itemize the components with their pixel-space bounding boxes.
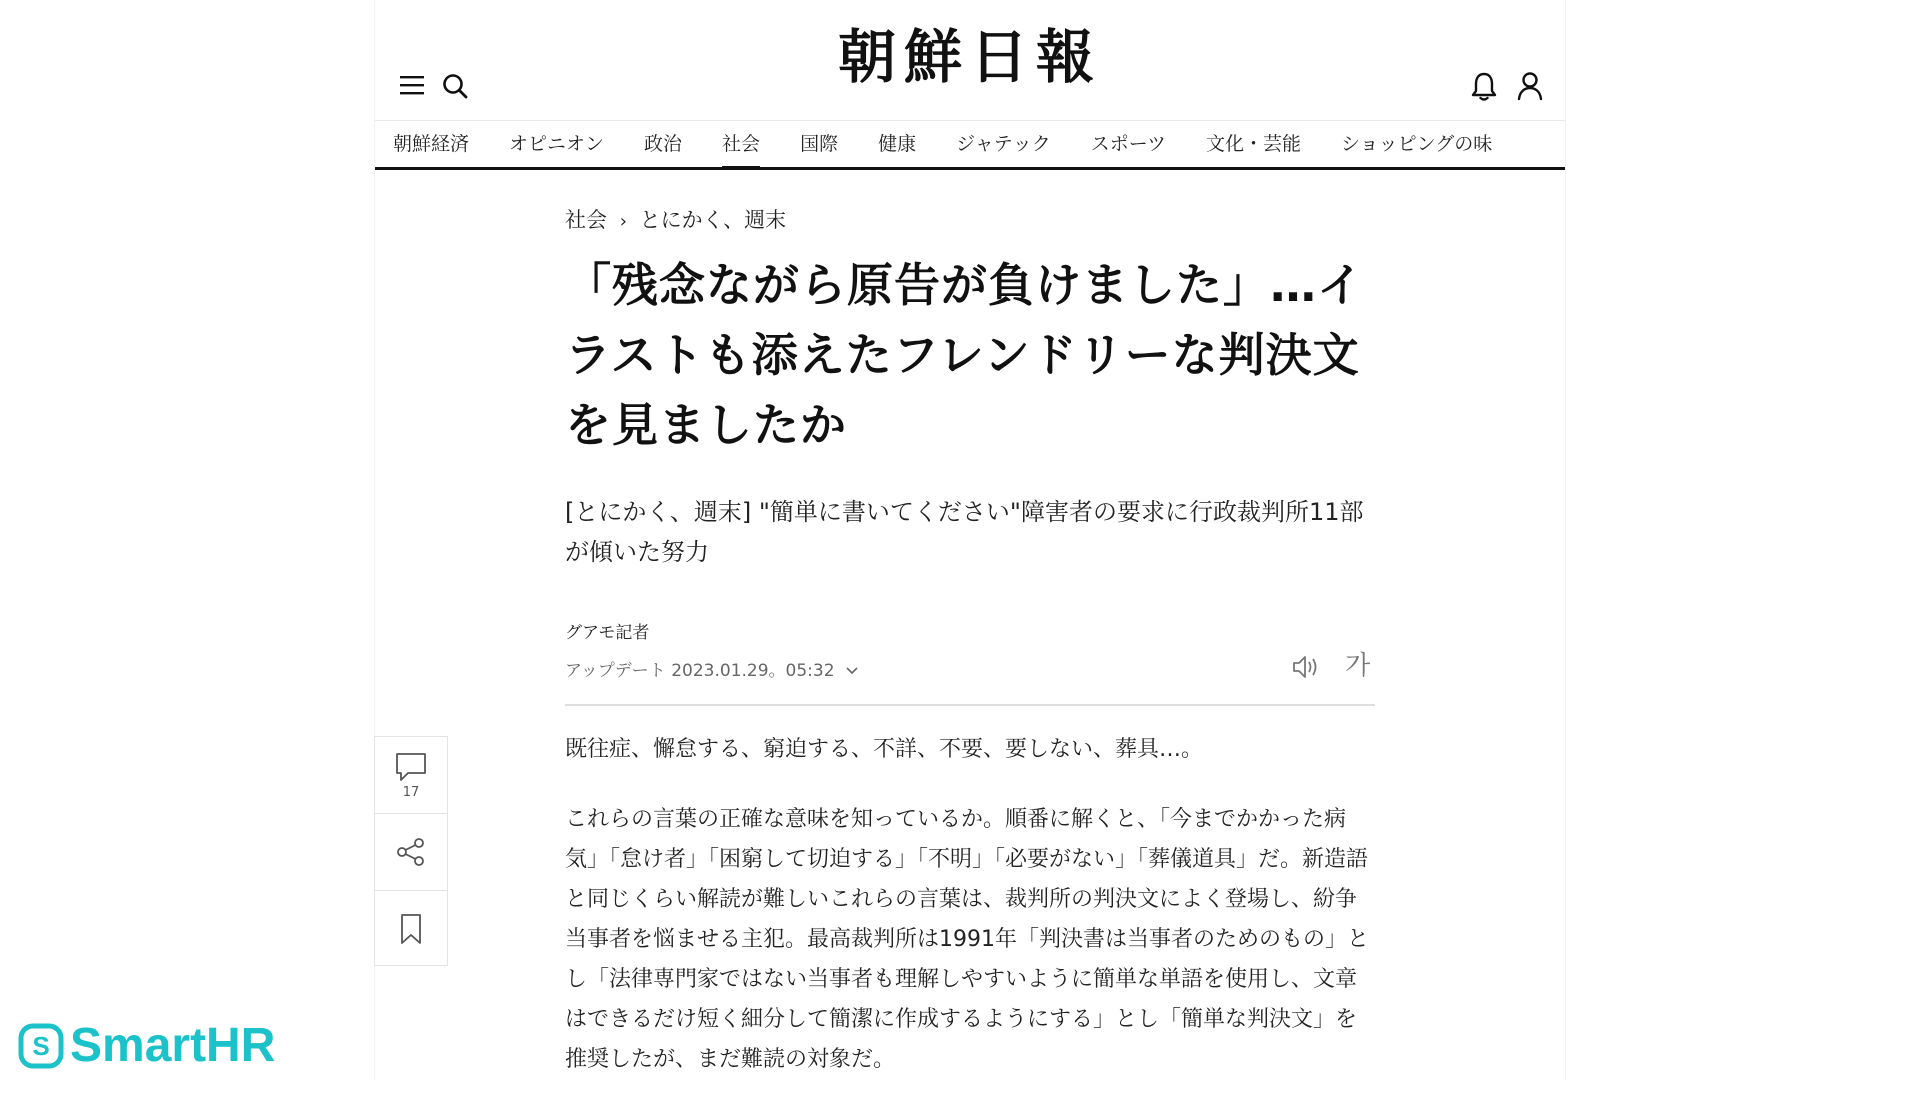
chevron-down-icon	[846, 666, 858, 676]
page	[374, 0, 1566, 1080]
nav-item[interactable]: ショッピングの味	[1340, 133, 1493, 155]
bell-icon[interactable]	[1469, 70, 1499, 102]
share-button[interactable]	[375, 814, 447, 891]
article-side-tools	[374, 736, 448, 966]
nav-item[interactable]: 朝鮮経済	[393, 133, 470, 155]
user-icon[interactable]	[1515, 70, 1545, 102]
article-paragraph: 既往症、懈怠する、窮迫する、不詳、不要、要しない、葬具…。	[565, 737, 1204, 762]
comment-button[interactable]	[375, 737, 447, 814]
nav-item[interactable]: オピニオン	[509, 133, 605, 155]
article-body	[565, 730, 1375, 1110]
comment-count: 17	[402, 784, 420, 800]
share-icon	[394, 835, 428, 869]
chevron-right-icon: ›	[619, 211, 627, 232]
update-timestamp[interactable]	[565, 656, 858, 681]
nav-item[interactable]: 政治	[644, 133, 683, 155]
category-nav	[375, 120, 1565, 170]
svg-text:S: S	[32, 1030, 50, 1061]
nav-item[interactable]: スポーツ	[1090, 133, 1166, 155]
comment-icon	[394, 751, 428, 783]
bookmark-button[interactable]	[375, 891, 447, 967]
nav-item[interactable]: ジャテック	[956, 133, 1051, 155]
smarthr-mark-icon	[18, 1023, 64, 1069]
site-header	[375, 0, 1565, 120]
breadcrumb-series[interactable]: とにかく、週末	[639, 208, 787, 232]
smarthr-logo	[18, 1018, 275, 1073]
font-size-button[interactable]: 가	[1345, 651, 1371, 681]
breadcrumb-section[interactable]: 社会	[565, 208, 607, 232]
update-timestamp-text: アップデート 2023.01.29。05:32	[565, 661, 835, 681]
article-subhead: [とにかく、週末] "簡単に書いてください"障害者の要求に行政裁判所11部が傾いた努力	[565, 498, 1364, 566]
nav-item[interactable]: 国際	[800, 133, 839, 155]
bookmark-icon	[396, 912, 426, 946]
nav-item[interactable]: 文化・芸能	[1205, 133, 1301, 155]
nav-item[interactable]: 社会	[722, 120, 760, 168]
smarthr-wordmark: SmartHR	[70, 1019, 276, 1072]
site-logo[interactable]: 朝鮮日報	[837, 23, 1102, 91]
speaker-icon[interactable]	[1290, 652, 1322, 682]
breadcrumb	[565, 204, 786, 234]
nav-item[interactable]: 健康	[878, 133, 917, 155]
article-headline: 「残念ながら原告が負けました」…イラストも添えたフレンドリーな判決文を見ましたか	[565, 258, 1364, 452]
author-byline[interactable]: グアモ記者	[565, 623, 650, 643]
article-paragraph: これらの言葉の正確な意味を知っているか。順番に解くと、「今までかかった病気」「怠け者」「困窮して切迫する」「不明」「必要がない」「葬儀道具」だ。新造語と同じくらい解読が難しいこれらの言葉は、裁判所の判決文によく登場し、紛争当事者を悩ませる主犯。最高裁判所は1991年「判決書は当事者のためのもの」とし「法律専門家ではない当事者も理解しやすいように簡単な単語を使用し、文章はできるだけ短く細分して簡潔に作成するようにする」とし「簡単な判決文」を推奨したが、まだ難読の対象だ。	[565, 807, 1369, 1072]
divider	[565, 704, 1375, 706]
